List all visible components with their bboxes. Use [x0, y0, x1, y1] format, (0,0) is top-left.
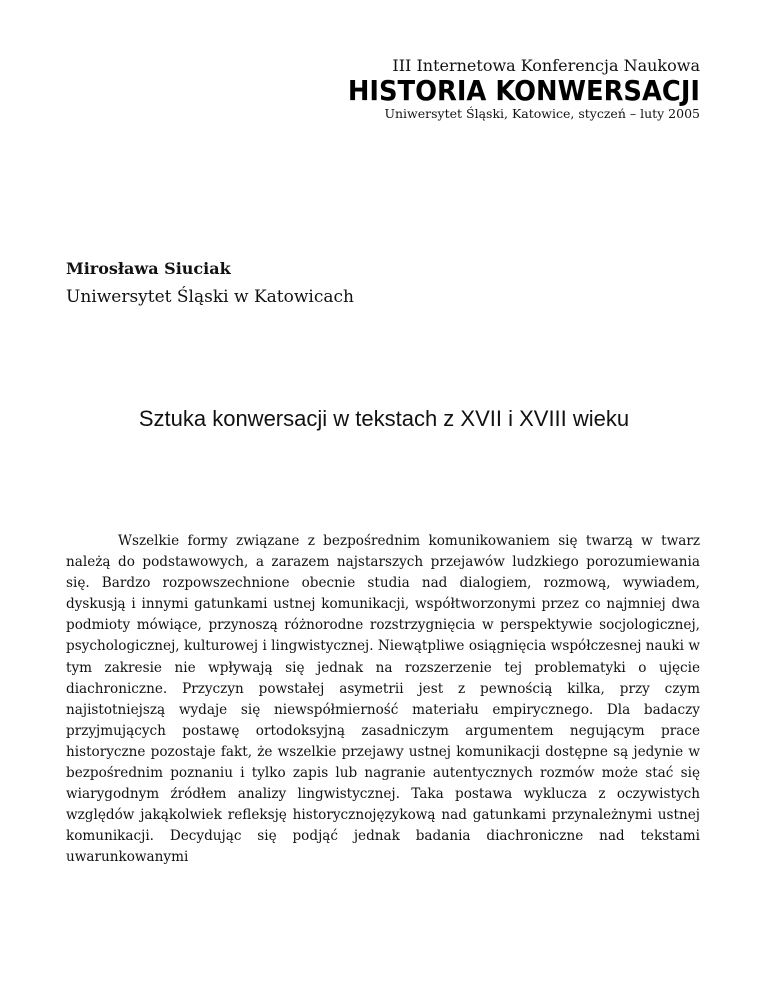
author-name: Mirosława Siuciak — [66, 259, 231, 278]
conference-title: HISTORIA KONWERSACJI — [347, 74, 700, 107]
author-affiliation: Uniwersytet Śląski w Katowicach — [66, 287, 354, 307]
conference-header — [280, 56, 700, 122]
body-paragraph: Wszelkie formy związane z bezpośrednim komunikowaniem się twarzą w twarz należą do podstawowych, a zarazem najstarszych przejawów ludzkiego porozumiewania się. Bardzo rozpowszechnione obecnie studia nad dialogiem, rozmową, wywiadem, dyskusją i innymi gatunkami ustnej komunikacji, współtworzonymi przez co najmniej dwa podmioty mówiące, przynoszą różnorodne rozstrzygnięcia w perspektywie socjologicznej, psychologicznej, kulturowej i lingwistycznej. Niewątpliwe osiągnięcia współczesnej nauki w tym zakresie nie wpływają się jednak na rozszerzenie tej problematyki o ujęcie diachroniczne. Przyczyn powstałej asymetrii jest z pewnością kilka, przy czym najistotniejszą wydaje się niewspółmierność materiału empirycznego. Dla badaczy przyjmujących postawę ortodoksyjną zasadniczym argumentem negującym prace historyczne pozostaje fakt, że wszelkie przejawy ustnej komunikacji dostępne są jedynie w bezpośrednim poznaniu i tylko zapis lub nagranie autentycznych rozmów może stać się wiarygodnym źródłem analizy lingwistycznej. Taka postawa wyklucza z oczywistych względów jakąkolwiek refleksję historycznojęzykową nad gatunkami przynależnymi ustnej komunikacji. Decydując się podjąć jednak badania diachroniczne nad tekstami uwarunkowanymi — [66, 533, 700, 866]
author-block — [66, 258, 706, 310]
conference-subtitle: Uniwersytet Śląski, Katowice, styczeń – luty 2005 — [384, 106, 700, 121]
conference-name: III Internetowa Konferencja Naukowa — [392, 56, 700, 75]
article-title: Sztuka konwersacji w tekstach z XVII i XVIII wieku — [138, 406, 630, 431]
